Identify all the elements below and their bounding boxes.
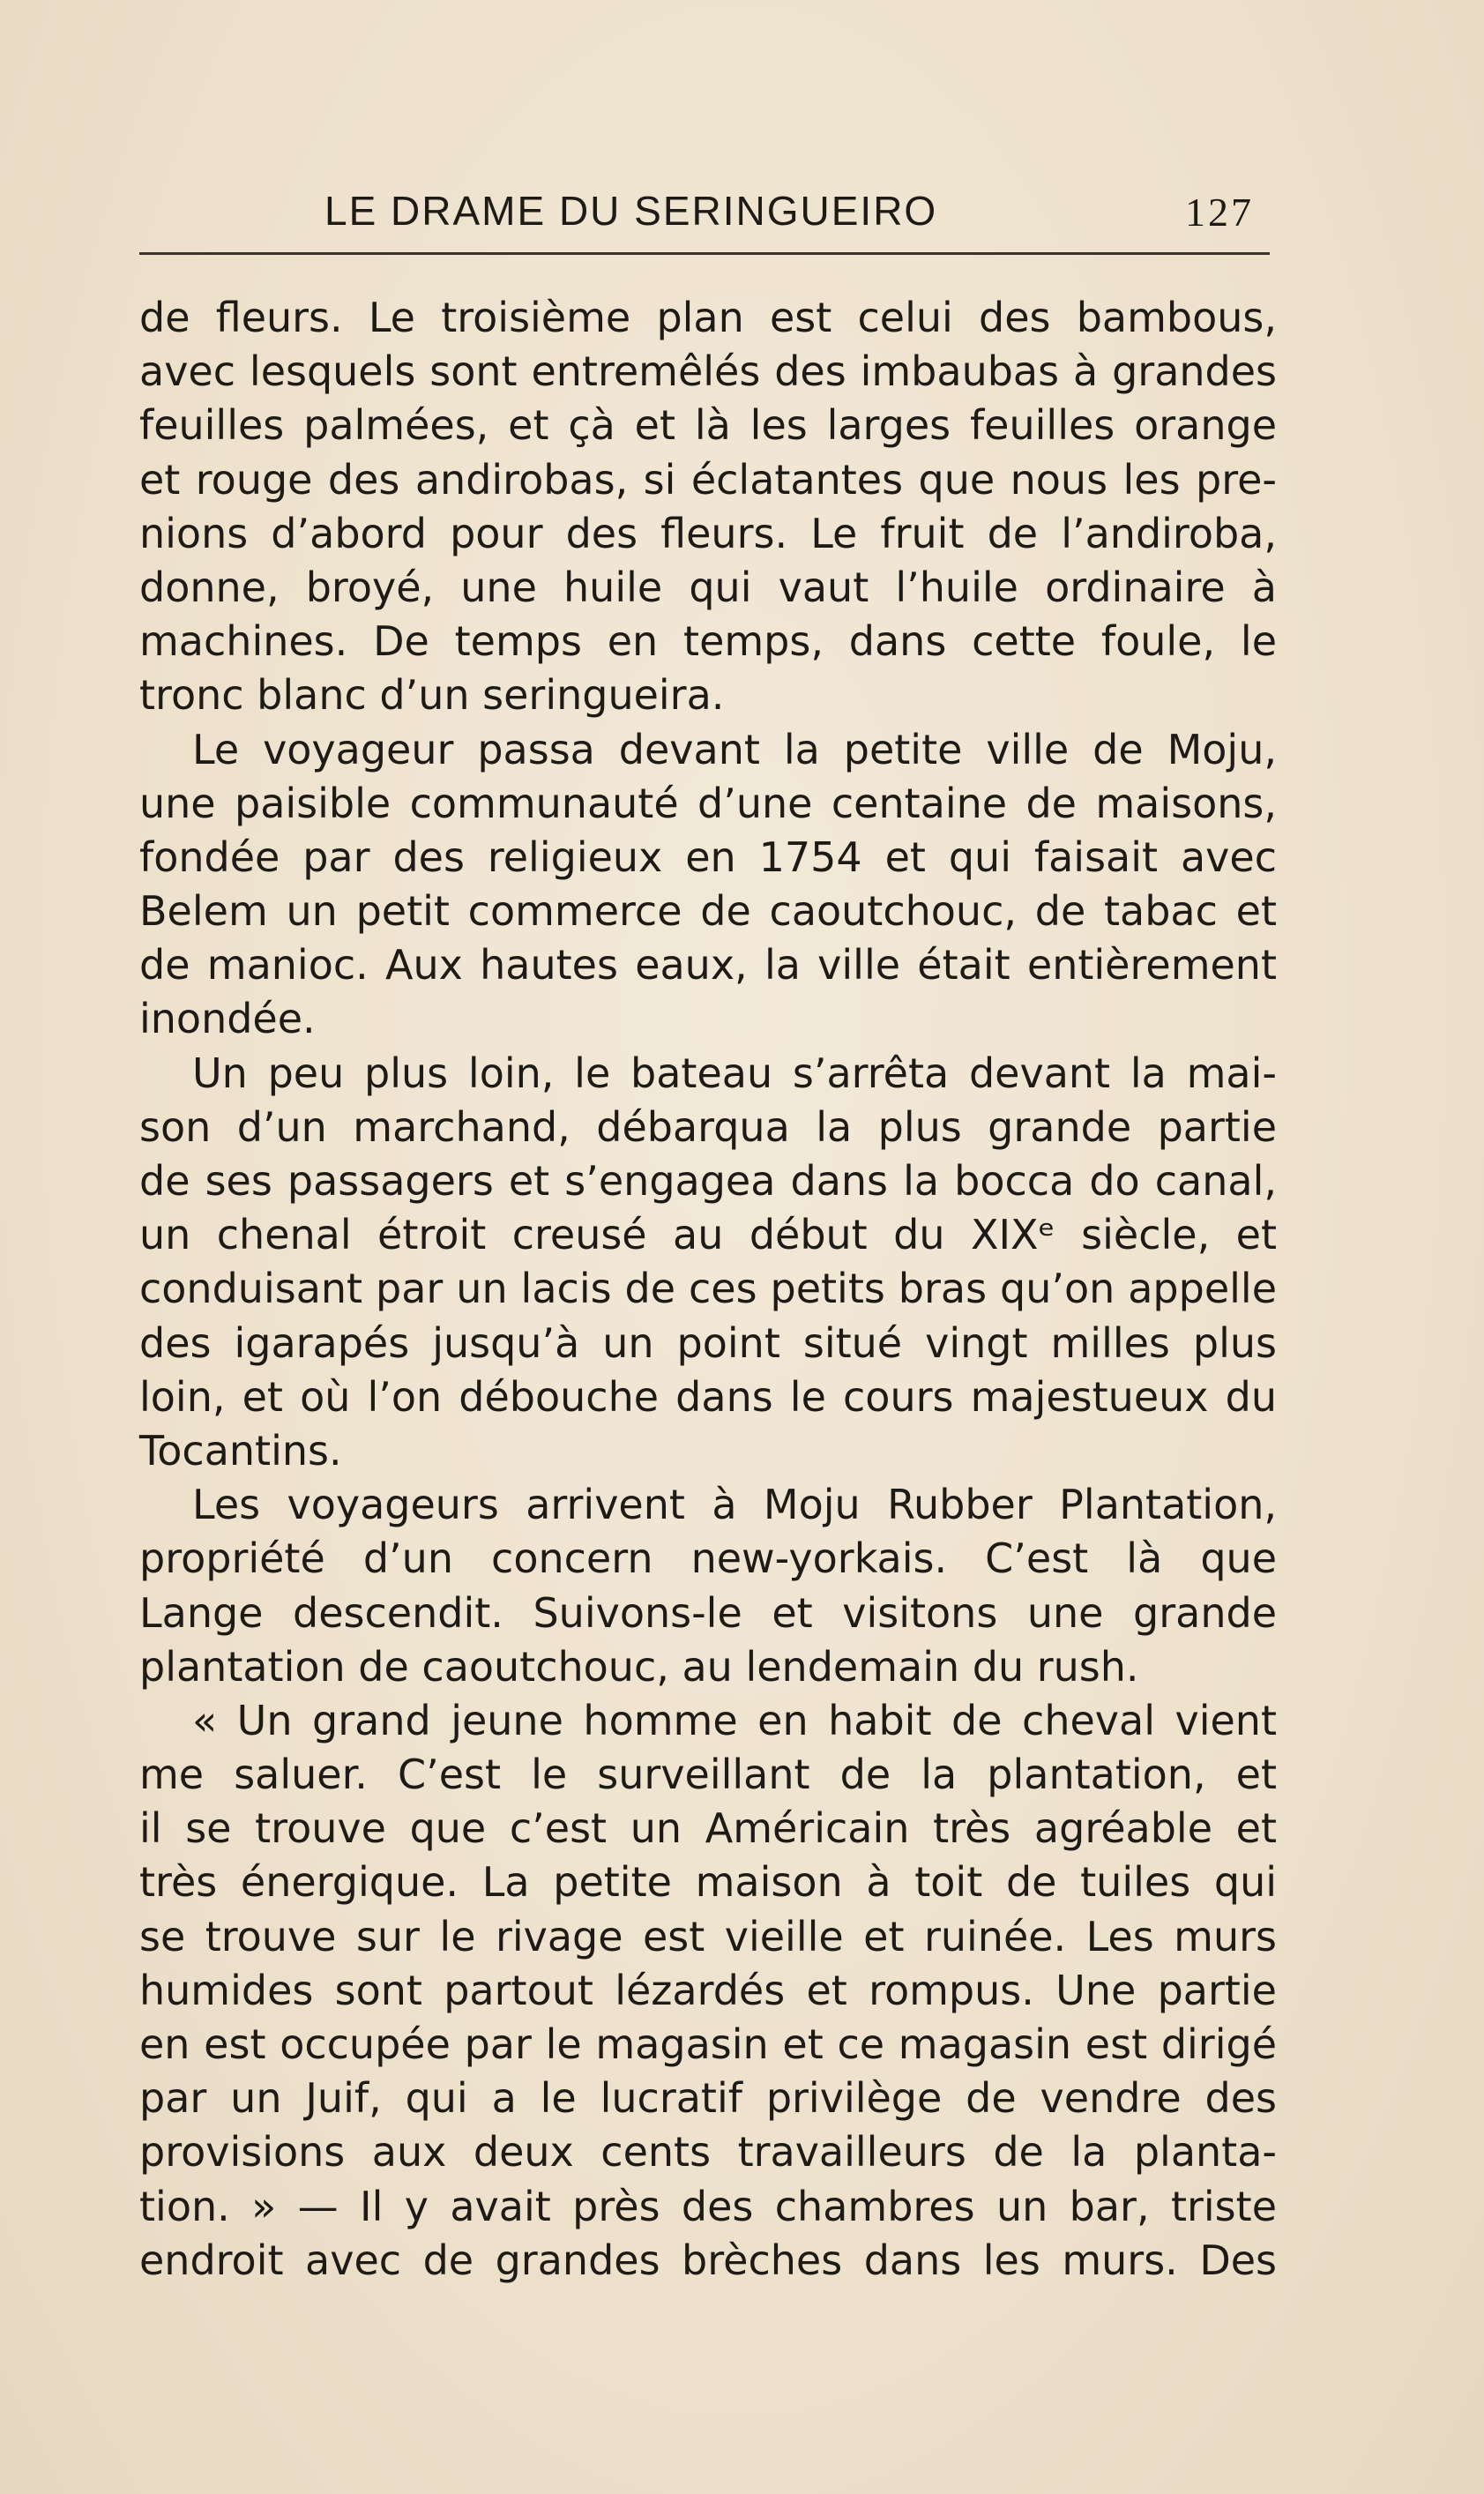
text-line: humides sont partout lézardés et rompus. Une partie (139, 1966, 1277, 2014)
text-line: un chenal étroit creusé au début du XIXᵉ siècle, et (139, 1211, 1277, 1259)
text-line: de manioc. Aux hautes eaux, la ville était entièrement (139, 941, 1277, 989)
text-line: son d’un marchand, débarqua la plus grande partie (139, 1102, 1277, 1151)
text-line: inondée. (139, 995, 316, 1043)
page-number: 127 (1185, 190, 1254, 235)
text-line: fondée par des religieux en 1754 et qui faisait avec (139, 833, 1277, 881)
text-line: Le voyageur passa devant la petite ville de Moju, (192, 725, 1277, 773)
text-line: des igarapés jusqu’à un point situé vingt milles plus (139, 1318, 1277, 1367)
text-line: me saluer. C’est le surveillant de la plantation, et (139, 1751, 1277, 1799)
text-line: conduisant par un lacis de ces petits bras qu’on appelle (139, 1265, 1277, 1313)
text-line: se trouve sur le rivage est vieille et ruinée. Les murs (139, 1912, 1277, 1960)
text-line: par un Juif, qui a le lucratif privilège de vendre des (139, 2074, 1277, 2123)
text-line: avec lesquels sont entremêlés des imbaubas à grandes (139, 347, 1277, 396)
text-line: et rouge des andirobas, si éclatantes que nous les pre- (139, 455, 1277, 504)
text-line: Les voyageurs arrivent à Moju Rubber Plantation, (192, 1481, 1277, 1529)
text-line: Lange descendit. Suivons-le et visitons une grande (139, 1588, 1277, 1637)
text-line: « Un grand jeune homme en habit de cheval vient (192, 1696, 1277, 1744)
text-line: machines. De temps en temps, dans cette foule, le (139, 617, 1277, 666)
text-line: Belem un petit commerce de caoutchouc, de tabac et (139, 887, 1277, 936)
body-text (139, 291, 1277, 2288)
page-header (139, 183, 1270, 245)
running-title: LE DRAME DU SERINGUEIRO (324, 188, 938, 234)
text-line: donne, broyé, une huile qui vaut l’huile ordinaire à (139, 563, 1277, 611)
text-line: Un peu plus loin, le bateau s’arrêta devant la mai- (192, 1049, 1277, 1097)
text-line: de fleurs. Le troisième plan est celui des bambous, (139, 294, 1277, 341)
text-line: provisions aux deux cents travailleurs de la planta- (139, 2128, 1277, 2177)
text-line: loin, et où l’on débouche dans le cours majestueux du (139, 1372, 1277, 1421)
header-rule (139, 252, 1270, 255)
text-line: en est occupée par le magasin et ce magasin est dirigé (139, 2020, 1277, 2068)
text-line: il se trouve que c’est un Américain très agréable et (139, 1804, 1277, 1853)
text-line: de ses passagers et s’engagea dans la bocca do canal, (139, 1157, 1277, 1205)
text-line: feuilles palmées, et çà et là les larges feuilles orange (139, 401, 1277, 450)
text-line: Tocantins. (139, 1426, 342, 1475)
text-line: très énergique. La petite maison à toit de tuiles qui (139, 1858, 1277, 1907)
text-line: tion. » — Il y avait près des chambres un bar, triste (139, 2182, 1277, 2230)
text-line: nions d’abord pour des fleurs. Le fruit de l’andiroba, (139, 509, 1277, 557)
text-line: tronc blanc d’un seringueira. (139, 671, 725, 720)
text-line: plantation de caoutchouc, au lendemain du rush. (139, 1642, 1139, 1691)
text-line: propriété d’un concern new-yorkais. C’est là que (139, 1534, 1277, 1583)
text-line: une paisible communauté d’une centaine de maisons, (139, 779, 1277, 827)
text-line: endroit avec de grandes brèches dans les murs. Des (139, 2236, 1277, 2284)
